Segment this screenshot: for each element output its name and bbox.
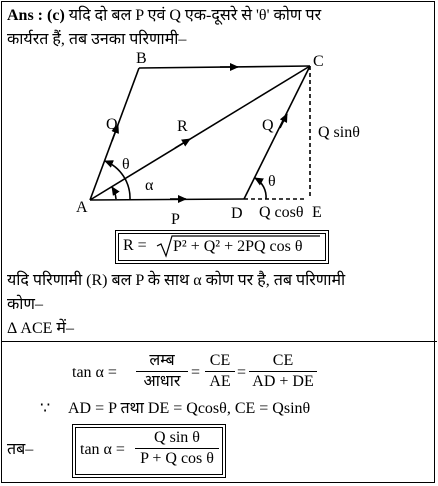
text-line-resultant-angle: यदि परिणामी (R) बल P के साथ α कोण पर है, तब परिणामी <box>7 272 346 289</box>
text-line-triangle: Δ ACE में– <box>7 320 74 337</box>
text-line-angle: कोण– <box>7 296 44 313</box>
fraction-ad-de: AD + DE <box>252 373 314 390</box>
final-fraction <box>135 429 219 468</box>
fraction-ce-ae <box>205 352 235 391</box>
fraction-lamb: लम्ब <box>149 352 175 369</box>
since-symbol: ∵ <box>40 400 51 417</box>
tan-eq-lhs: tan α = <box>72 364 117 381</box>
label-q-cos: Q cosθ <box>259 204 304 221</box>
answer-label: Ans : (c) <box>7 7 65 24</box>
resultant-formula-lhs: R = <box>123 237 147 254</box>
label-theta-A: θ <box>122 156 130 173</box>
label-D: D <box>231 205 243 222</box>
label-B: B <box>136 50 147 67</box>
fraction-adhar: आधार <box>143 373 181 390</box>
final-numerator: Q sin θ <box>154 429 200 446</box>
label-A: A <box>76 199 88 216</box>
answer-line-1-text: यदि दो बल P एवं Q एक-दूसरे से 'θ' कोण पर <box>68 7 322 24</box>
label-alpha: α <box>145 177 154 194</box>
fraction-ce-2: CE <box>272 352 294 369</box>
label-R: R <box>177 118 188 135</box>
tan-eq-equals-1: = <box>191 364 201 381</box>
label-P: P <box>171 211 180 228</box>
since-text: AD = P तथा DE = Qcosθ, CE = Qsinθ <box>68 400 311 417</box>
label-Q-left: Q <box>106 116 118 133</box>
label-theta-D: θ <box>268 173 276 190</box>
final-denominator: P + Q cos θ <box>140 450 214 467</box>
label-C: C <box>313 53 324 70</box>
section-divider <box>1 341 437 342</box>
final-lhs: tan α = <box>80 441 125 458</box>
answer-line-2: कार्यरत हैं, तब उनका परिणामी– <box>7 31 187 48</box>
fraction-lamb-adhar <box>136 352 188 391</box>
fraction-ce-ad-de <box>249 352 317 391</box>
fraction-ae: AE <box>209 373 231 390</box>
fraction-ce: CE <box>209 352 231 369</box>
final-prefix: तब– <box>7 441 34 458</box>
label-q-sin: Q sinθ <box>318 124 360 141</box>
label-E: E <box>312 204 322 221</box>
label-Q-right: Q <box>262 117 274 134</box>
resultant-formula-radicand: P² + Q² + 2PQ cos θ <box>173 238 303 255</box>
tan-eq-equals-2: = <box>237 364 247 381</box>
